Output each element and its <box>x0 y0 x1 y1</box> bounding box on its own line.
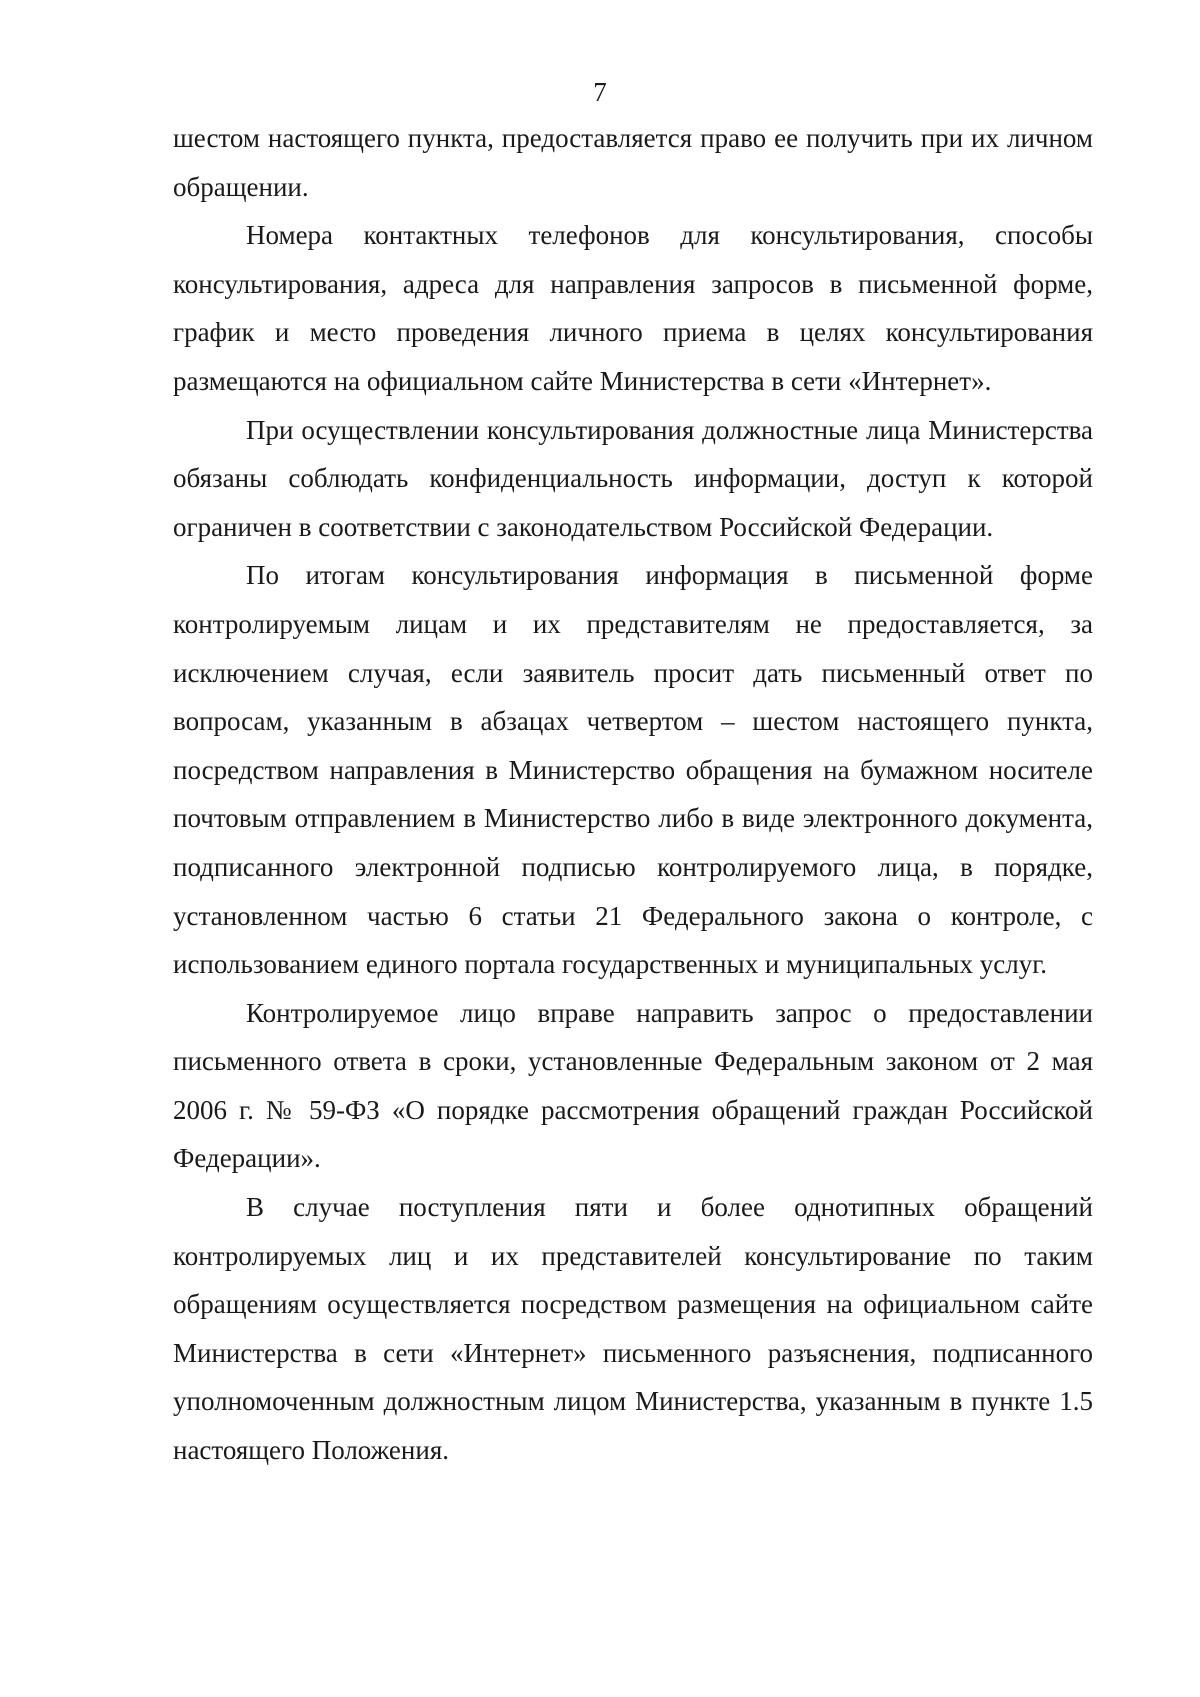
paragraph-written-response: По итогам консультирования информация в письменной форме контролируемым лицам и их представителям не предоставляется, за исключением случая, если заявитель просит дать письменный ответ по вопросам, указанным в абзацах четвертом – шестом настоящего пункта, посредством направления в Министерство обращения на бумажном носителе почтовым отправлением в Министерство либо в виде электронного документа, подписанного электронной подписью контролируемого лица, в порядке, установленном частью 6 статьи 21 Федерального закона о контроле, с использованием единого портала государственных и муниципальных услуг. <box>173 560 1093 980</box>
document-body <box>173 114 1093 1475</box>
paragraph-continuation: шестом настоящего пункта, предоставляется право ее получить при их личном обращении. <box>173 123 1093 202</box>
paragraph-similar-requests: В случае поступления пяти и более однотипных обращений контролируемых лиц и их представителей консультирование по таким обращениям осуществляется посредством размещения на официальном сайте Министерства в сети «Интернет» письменного разъяснения, подписанного уполномоченным должностным лицом Министерства, указанным в пункте 1.5 настоящего Положения. <box>173 1192 1093 1466</box>
paragraph-request-deadlines: Контролируемое лицо вправе направить запрос о предоставлении письменного ответа в сроки, установленные Федеральным законом от 2 мая 2006 г. № 59-ФЗ «О порядке рассмотрения обращений граждан Российской Федерации». <box>173 997 1093 1174</box>
paragraph-confidentiality: При осуществлении консультирования должностные лица Министерства обязаны соблюдать конфиденциальность информации, доступ к которой ограничен в соответствии с законодательством Российской Федерации. <box>173 414 1093 542</box>
page-number: 7 <box>593 77 607 107</box>
paragraph-contact-info: Номера контактных телефонов для консультирования, способы консультирования, адреса для направления запросов в письменной форме, график и место проведения личного приема в целях консультирования размещаются на официальном сайте Министерства в сети «Интернет». <box>173 220 1093 396</box>
